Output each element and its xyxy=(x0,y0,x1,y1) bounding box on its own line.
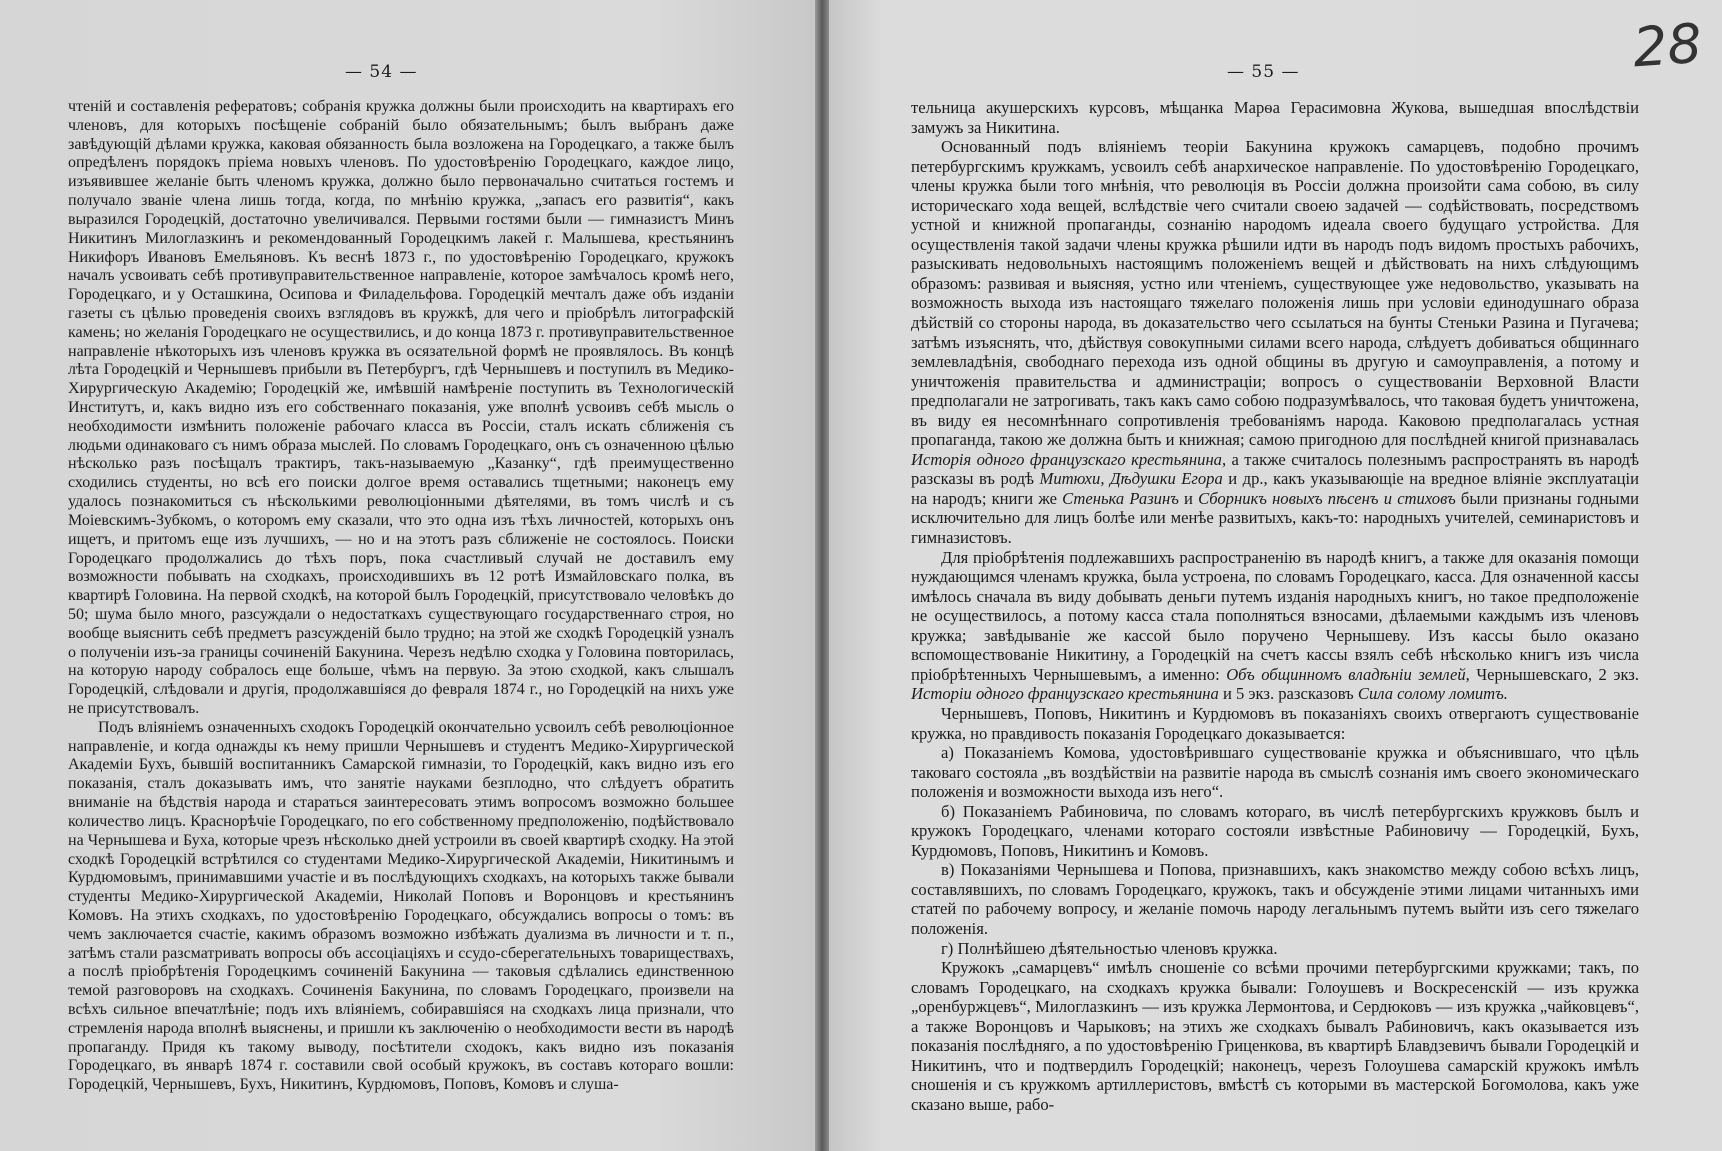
paragraph: тельница акушерскихъ курсовъ, мѣщанка Марѳа Герасимовна Жукова, вышедшая впослѣдствіи замужъ за Никитина. xyxy=(911,98,1639,137)
book-title: Стенька Разинъ xyxy=(1062,488,1179,508)
text-run: Для пріобрѣтенія подлежавшихъ распространенію въ народѣ книгъ, а также для оказанія помощи нуждающимся членамъ кружка, была устроена, по словамъ Городецкаго, касса. Для означенной кассы имѣлось сначала въ виду добывать деньги путемъ изданія народныхъ книгъ, но такое предположеніе не осуществилось, а потому касса стала пополняться взносами, дѣлаемыми каждымъ изъ членовъ кружка; завѣдываніе же кассой было поручено Чернышеву. Изъ кассы было оказано вспомоществованіе Никитину, а Городецкій на счетъ кассы взялъ себѣ нѣсколько книгъ изъ числа пріобрѣтенныхъ Чернышевымъ, а именно: xyxy=(911,547,1639,684)
left-page xyxy=(0,0,815,1151)
list-item: в) Показаніями Чернышева и Попова, признавшихъ, какъ знакомство между собою всѣхъ лицъ, составлявшихъ, по словамъ Городецкаго, кружокъ, такъ и обсужденіе этими лицами читанныхъ ими статей по рабочему вопросу, и желаніе помочь народу легальнымъ путемъ выйти изъ сего тяжелаго положенія. xyxy=(911,860,1639,938)
text-run: , Чернышевскаго, 2 экз. xyxy=(1465,664,1640,684)
paragraph: Чернышевъ, Поповъ, Никитинъ и Курдюмовъ въ показаніяхъ своихъ отвергаютъ существованіе кружка, но правдивость показанія Городецкаго доказывается: xyxy=(911,703,1639,743)
paragraph: чтеній и составленія рефератовъ; собранія кружка должны были происходить на квартирахъ его членовъ, для которыхъ посѣщеніе собраній было обязательнымъ; былъ выбранъ даже завѣдующій дѣлами кружка, каковая обязанность была возложена на Городецкаго, а также былъ опредѣленъ порядокъ пріема новыхъ членовъ. По удостовѣренію Городецкаго, каждое лицо, изъявившее желаніе быть членомъ кружка, должно было первоначально считаться гостемъ и получало званіе члена лишь тогда, когда, по мнѣнію кружка, „запасъ его развитія“, какъ выразился Городецкій, достаточно увеличивался. Первыми гостями были — гимназистъ Минъ Никитинъ Милоглазкинъ и рекомендованный Городецкимъ лакей г. Малышева, крестьянинъ Никифоръ Ивановъ Емельяновъ. Къ веснѣ 1873 г., по удостовѣренію Городецкаго, кружокъ началъ усвоивать себѣ противуправительственное направленіе, которое замѣчалось кромѣ него, Городецкаго, и у Осташкина, Осипова и Филадельфова. Городецкій мечталъ даже объ изданіи газеты съ цѣлью проведенія своихъ взглядовъ въ кружкѣ, для чего и пріобрѣлъ литографскій камень; но желанія Городецкаго не осуществились, и до конца 1873 г. противуправительственное направленіе нѣкоторыхъ изъ членовъ кружка въ осязательной формѣ не проявлялось. Въ концѣ лѣта Городецкій и Чернышевъ прибыли въ Петербургъ, гдѣ Чернышевъ и поступилъ въ Медико-Хирургическую Академію; Городецкій же, имѣвшій намѣреніе поступить въ Технологическій Институтъ, и, какъ видно изъ его собственнаго показанія, уже вполнѣ усвоивъ себѣ мысль о необходимости измѣнить положеніе рабочаго класса въ Россіи, сталъ искать сближенія съ людьми одинаковаго съ нимъ образа мыслей. По словамъ Городецкаго, онъ съ означенною цѣлью нѣсколько разъ посѣщалъ трактиръ, такъ-называемую „Казанку“, гдѣ преимущественно сходились студенты, но всѣ его поиски долгое время оставались тщетными; наконецъ ему удалось познакомиться съ нѣсколькими революціонными дѣятелями, въ томъ числѣ и съ Моіевскимъ-Зубкомъ, о которомъ ему сказали, что это одна изъ тѣхъ личностей, которыхъ онъ ищетъ, и притомъ еще изъ лучшихъ, — но и на этотъ разъ сближеніе не состоялось. Поиски Городецкаго продолжались до тѣхъ поръ, пока счастливый случай не доставилъ ему возможности побывать на сходкахъ, происходившихъ въ 12 ротѣ Измайловскаго полка, въ квартирѣ Головина. На первой сходкѣ, на которой былъ Городецкій, присутствовало человѣкъ до 50; шума было много, разсуждали о недостаткахъ существующаго государственнаго строя, но вообще выяснить себѣ предметъ разсужденій было трудно; на этой же сходкѣ Городецкій узналъ о полученіи изъ-за границы сочиненій Бакунина. Черезъ недѣлю сходка у Головина повторилась, на которую народу собралось еще больше, чѣмъ на первую. За этою сходкой, какъ слышалъ Городецкій, слѣдовали и другія, продолжавшіяся до февраля 1874 г., но Городецкій на нихъ уже не присутствовалъ. xyxy=(68,98,734,717)
text-run: были признаны годными исключительно для лицъ болѣе или менѣе развитыхъ, какъ-то: народныхъ учителей, семинаристовъ и гимназистовъ. xyxy=(911,488,1639,548)
left-page-text xyxy=(68,98,734,1095)
text-run: и 5 экз. разсказовъ xyxy=(1218,684,1358,704)
text-run: и др., какъ указывающіе на вредное вліяніе эксплуатаціи на народъ; книги же xyxy=(911,469,1640,508)
book-title: Митюхи, Дѣдушки Егора xyxy=(1039,469,1223,489)
paragraph: Подъ вліяніемъ означенныхъ сходокъ Городецкій окончательно усвоилъ себѣ революціонное направленіе, и когда однажды къ нему пришли Чернышевъ и студентъ Медико-Хирургической Академіи Бухъ, бывшій воспитанникъ Самарской гимназіи, то Городецкій, какъ видно изъ его показанія, сталъ доказывать имъ, что занятіе науками безплодно, что слѣдуетъ обратить вниманіе на бѣдствія народа и стараться заинтересовать этимъ вопросомъ возможно большее количество лицъ. Краснорѣчіе Городецкаго, по его собственному предположенію, подѣйствовало на Чернышева и Буха, которые чрезъ нѣсколько дней устроили въ своей квартирѣ сходку. На этой сходкѣ Городецкій встрѣтился со студентами Медико-Хирургической Академіи, Никитинымъ и Курдюмовымъ, принимавшими участіе и въ послѣдующихъ сходкахъ, на которыхъ также бывали студенты Медико-Хирургической Академіи, Николай Поповъ и Воронцовъ и крестьянинъ Комовъ. На этихъ сходкахъ, по удостовѣренію Городецкаго, обсуждались вопросы о томъ: въ чемъ заключается счастіе, какимъ образомъ возможно избѣжать дуализма въ личности и т. п., затѣмъ стали разсматривать вопросы объ ассоціаціяхъ и ссудо-сберегательныхъ товариществахъ, а послѣ пріобрѣтенія Городецкимъ сочиненій Бакунина — таковыя сдѣлались единственною темой разговоровъ на сходкахъ. Сочиненія Бакунина, по словамъ Городецкаго, произвели на всѣхъ сильное впечатлѣніе; подъ ихъ вліяніемъ, собиравшіяся на сходкахъ лица признали, что стремленія народа вполнѣ выяснены, и пришли къ заключенію о необходимости вести въ народѣ пропаганду. Придя къ такому выводу, посѣтители сходокъ, какъ видно изъ показанія Городецкаго, въ январѣ 1874 г. составили свой особый кружокъ, въ составъ котораго вошли: Городецкій, Чернышевъ, Бухъ, Никитинъ, Курдюмовъ, Поповъ, Комовъ и слуша- xyxy=(68,718,734,1094)
book-title: Сила солому ломитъ. xyxy=(1357,684,1508,704)
text-run: и xyxy=(1178,488,1199,508)
book-gutter xyxy=(815,0,829,1151)
paragraph xyxy=(911,548,1639,704)
page-number-54: — 54 — xyxy=(345,62,418,82)
paragraph: Кружокъ „самарцевъ“ имѣлъ сношеніе со всѣми прочими петербургскими кружками; такъ, по словамъ Городецкаго, на сходкахъ кружка бывали: Голоушевъ и Воскресенскій — изъ кружка „оренбуржцевъ“, Милоглазкинъ — изъ кружка Лермонтова, и Сердюковъ — изъ кружка „чайковцевъ“, а также Воронцовъ и Чарыковъ; на этихъ же сходкахъ бывалъ Рабиновичъ, какъ оказывается изъ показанія послѣдняго, а по удостовѣренію Гриценкова, въ квартирѣ Блавдзевичъ бывали Городецкій и Никитинъ, что и подтвердилъ Городецкій; наконецъ, черезъ Голоушева самарскій кружокъ имѣлъ сношенія и съ кружкомъ артиллеристовъ, вмѣстѣ съ которыми въ мастерской Богомолова, какъ уже сказано выше, рабо- xyxy=(911,958,1639,1114)
text-run: , а также считалось полезнымъ распространять въ народѣ разсказы въ родѣ xyxy=(911,449,1639,489)
text-run: Основанный подъ вліяніемъ теоріи Бакунина кружокъ самарцевъ, подобно прочимъ петербургскимъ кружкамъ, усвоилъ себѣ анархическое направленіе. По удостовѣренію Городецкаго, члены кружка были того мнѣнія, что революція въ Россіи должна произойти сама собою, въ силу историческаго хода вещей, вслѣдствіе чего считали своею задачей — содѣйствовать, посредствомъ устной и книжной пропаганды, сознанію народомъ идеала своего будущаго устройства. Для осуществленія такой задачи члены кружка рѣшили идти въ народъ подъ видомъ простыхъ рабочихъ, разыскивать недовольныхъ настоящимъ положеніемъ вещей и дѣйствовать на нихъ слѣдующимъ образомъ: развивая и выясняя, устно или чтеніемъ, существующее уже недовольство, указывать на возможность выхода изъ настоящаго тяжелаго положенія лишь при условіи единодушнаго образа дѣйствій со стороны народа, въ доказательство чего ссылаться на бунты Стеньки Разина и Пугачева; затѣмъ изъяснять, что, дѣйствуя совокупными силами всего народа, слѣдуетъ добиваться общиннаго землевладѣнія, свободнаго перехода изъ одной общины въ другую и самоуправленія, а потому и уничтоженія правительства и администраціи; вопросъ о существованіи Верховной Власти предполагали не затрогивать, такъ какъ само собою подразумѣвалось, что таковая будетъ уничтожена, въ виду ея несомнѣннаго сопротивленія требованіямъ народа. Каковою предполагалась устная пропаганда, такою же должна быть и книжная; самою пригодною для послѣдней книгой признавалась xyxy=(911,137,1639,450)
paragraph xyxy=(911,137,1639,547)
book-title: Объ общинномъ владѣніи землей xyxy=(1226,664,1466,684)
handwritten-folio-number: 28 xyxy=(1631,11,1705,80)
page-number-55: — 55 — xyxy=(1227,62,1300,82)
right-page-text xyxy=(911,98,1639,1114)
right-page xyxy=(829,0,1722,1151)
book-title: Исторія одного французскаго крестьянина xyxy=(911,449,1222,469)
book-title: Исторіи одного французскаго крестьянина xyxy=(911,684,1219,704)
book-title: Сборникъ новыхъ пѣсенъ и стиховъ xyxy=(1198,488,1456,508)
list-item: г) Полнѣйшею дѣятельностью членовъ кружка. xyxy=(941,938,1278,958)
list-item: а) Показаніемъ Комова, удостовѣрившаго существованіе кружка и объяснившаго, что цѣль таковаго состояла „въ воздѣйствіи на развитіе народа въ смыслѣ сознанія имъ своего экономическаго положенія и возможности выхода изъ него“. xyxy=(911,743,1639,802)
list-item: б) Показаніемъ Рабиновича, по словамъ котораго, въ числѣ петербургскихъ кружковъ былъ и кружокъ Городецкаго, членами котораго состояли извѣстные Рабиновичу — Городецкій, Бухъ, Курдюмовъ, Поповъ, Никитинъ и Комовъ. xyxy=(911,801,1639,860)
